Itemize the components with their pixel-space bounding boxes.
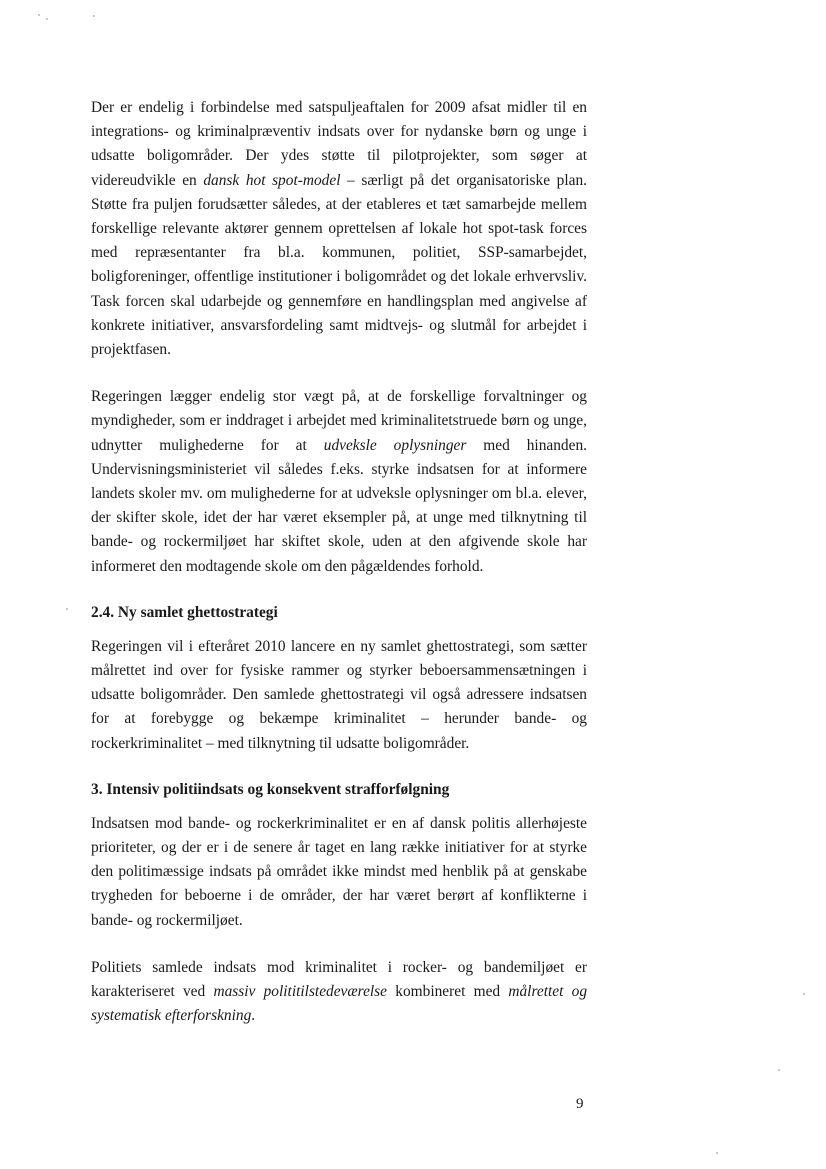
paragraph-text: kombineret med: [387, 983, 509, 1001]
paragraph-politiets-indsats: [91, 956, 587, 1029]
document-page: [91, 96, 587, 1052]
paragraph-text: Der er endelig i forbindelse med satspuljeaftalen for 2009 afsat midler til en integrations- og kriminalpræventiv indsats over for nydanske børn og unge i udsatte boligområder. Der ydes støtte til pilotprojekter, som søger at videreudvikle en: [91, 99, 587, 189]
paragraph-politiindsats: Indsatsen mod bande- og rockerkriminalitet er en af dansk politis allerhøjeste prioriteter, og der er i de senere år taget en lang række initiativer for at styrke den politimæssige indsats på området ikke mindst med henblik på at genskabe trygheden for beboerne i de områder, der har været berørt af konflikterne i bande- og rockermiljøet.: [91, 814, 587, 929]
scan-speck: [93, 15, 95, 17]
section-heading-ghettostrategi: 2.4. Ny samlet ghettostrategi: [91, 603, 278, 621]
emphasis-text: udveksle oplysninger: [323, 436, 467, 454]
emphasis-text: massiv polititilstedeværelse: [213, 983, 388, 1001]
paragraph-satspulje: [91, 96, 587, 362]
scan-speck: [38, 14, 40, 16]
paragraph-text: Politiets samlede indsats mod kriminalitet i rocker- og bandemiljøet er karakteriseret ved: [91, 958, 587, 1001]
emphasis-text: målrettet og systematisk efterforskning: [91, 983, 588, 1025]
paragraph-ghettostrategi: Regeringen vil i efteråret 2010 lancere en ny samlet ghettostrategi, som sætter målrettet ind over for fysiske rammer og styrker beboersammensætningen i udsatte boligområder. Den samlede ghettostrategi vil også adressere indsatsen for at forebygge og bekæmpe kriminalitet – herunder bande- og rockerkriminalitet – med tilknytning til udsatte boligområder.: [91, 637, 587, 752]
paragraph-text: – særligt på det organisatoriske plan. Støtte fra puljen forudsætter således, at der etableres et tæt samarbejde mellem forskellige relevante aktører gennem oprettelsen af lokale hot spot-task forces med repræsentanter fra bl.a. kommunen, politiet, SSP-samarbejdet, boligforeninger, offentlige institutioner i boligområdet og det lokale erhvervsliv. Task forcen skal udarbejde og gennemføre en handlingsplan med angivelse af konkrete initiativer, ansvarsfordeling samt midtvejs- og slutmål for arbejdet i projektfasen.: [91, 171, 588, 359]
scan-speck: [66, 608, 68, 610]
scan-speck: [803, 993, 805, 995]
section-heading-politiindsats: 3. Intensiv politiindsats og konsekvent strafforfølgning: [91, 780, 450, 798]
scan-speck: [716, 1152, 718, 1154]
page-number: 9: [576, 1096, 584, 1112]
paragraph-text: Regeringen lægger endelig stor vægt på, at de forskellige forvaltninger og myndigheder, som er inddraget i arbejdet med kriminalitetstruede børn og unge, udnytter mulighederne for at: [91, 388, 587, 454]
paragraph-text: med hinanden. Undervisningsministeriet vil således f.eks. styrke indsatsen for at informere landets skoler mv. om mulighederne for at udveksle oplysninger om bl.a. elever, der skifter skole, idet der har været eksempler på, at unge med tilknytning til bande- og rockermiljøet har skiftet skole, uden at den afgivende skole har informeret den modtagende skole om den pågældendes forhold.: [91, 436, 587, 575]
emphasis-text: dansk hot spot-model: [203, 171, 341, 189]
scan-speck: [778, 1069, 780, 1071]
paragraph-oplysninger: [91, 385, 587, 579]
paragraph-text: .: [251, 1007, 256, 1025]
scan-speck: [46, 18, 48, 20]
